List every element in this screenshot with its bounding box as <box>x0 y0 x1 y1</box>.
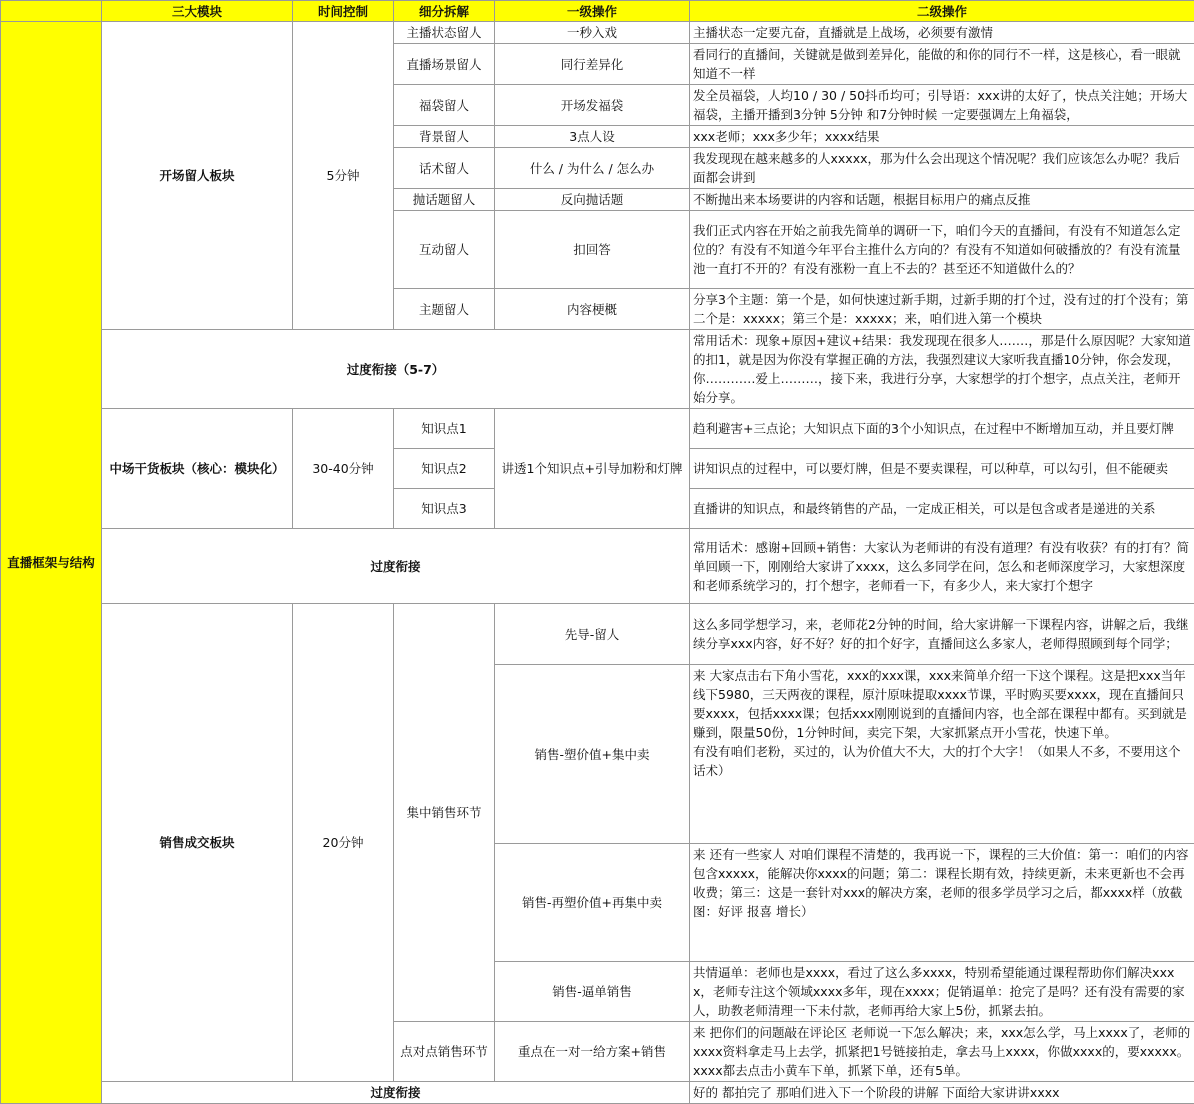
opening-time: 5分钟 <box>293 22 394 330</box>
root-label: 直播框架与结构 <box>1 22 102 1104</box>
level2-op: 不断抛出来本场要讲的内容和话题，根据目标用户的痛点反推 <box>690 189 1194 211</box>
opening-module: 开场留人板块 <box>102 22 293 330</box>
header-module: 三大模块 <box>102 1 293 22</box>
middle-time: 30-40分钟 <box>293 409 394 529</box>
sub-item: 互动留人 <box>394 211 495 289</box>
level1-op: 销售-再塑价值+再集中卖 <box>495 844 690 962</box>
transition-label: 过度衔接（5-7） <box>102 330 690 409</box>
sales-time: 20分钟 <box>293 604 394 1082</box>
header-corner <box>1 1 102 22</box>
sales-module: 销售成交板块 <box>102 604 293 1082</box>
table-row <box>1 409 1194 449</box>
sub-item: 知识点2 <box>394 449 495 489</box>
header-breakdown: 细分拆解 <box>394 1 495 22</box>
sub-item: 主播状态留人 <box>394 22 495 44</box>
level2-op: xxx老师；xxx多少年；xxxx结果 <box>690 126 1194 148</box>
level2-op: 我们正式内容在开始之前我先简单的调研一下，咱们今天的直播间，有没有不知道怎么定位的？有没有不知道今年平台主推什么方向的？有没有不知道如何破播放的？有没有流量池一直打不开的？有没有涨粉一直上不去的？甚至还不知道做什么的？ <box>690 211 1194 289</box>
sub-item: 直播场景留人 <box>394 44 495 85</box>
level2-op: 直播讲的知识点，和最终销售的产品，一定成正相关，可以是包含或者是递进的关系 <box>690 489 1194 529</box>
transition-script: 常用话术：感谢+回顾+销售：大家认为老师讲的有没有道理？有没有收获？有的打有？简单回顾一下，刚刚给大家讲了xxxx，这么多同学在问，怎么和老师深度学习，大家想深度和老师系统学习的，打个想字，老师看一下，有多少人，来大家打个想字 <box>690 529 1194 604</box>
sub-item: 点对点销售环节 <box>394 1022 495 1082</box>
sub-item: 福袋留人 <box>394 85 495 126</box>
level1-op: 同行差异化 <box>495 44 690 85</box>
level1-op: 讲透1个知识点+引导加粉和灯牌 <box>495 409 690 529</box>
sub-item: 抛话题留人 <box>394 189 495 211</box>
header-level2-op: 二级操作 <box>690 1 1194 22</box>
header-time: 时间控制 <box>293 1 394 22</box>
level2-op: 分享3个主题：第一个是，如何快速过新手期，过新手期的打个过，没有过的打个没有；第二个是：xxxxx；第三个是：xxxxx；来，咱们进入第一个模块 <box>690 289 1194 330</box>
header-level1-op: 一级操作 <box>495 1 690 22</box>
transition-label: 过度衔接 <box>102 1082 690 1104</box>
sub-item: 知识点3 <box>394 489 495 529</box>
sub-item: 知识点1 <box>394 409 495 449</box>
level2-op: 看同行的直播间，关键就是做到差异化，能做的和你的同行不一样，这是核心，看一眼就知道不一样 <box>690 44 1194 85</box>
level2-op: 发全员福袋，人均10 / 30 / 50抖币均可；引导语：xxx讲的太好了，快点关注她；开场大福袋，主播开播到3分钟 5分钟 和7分钟时候 一定要强调左上角福袋， <box>690 85 1194 126</box>
sub-item: 背景留人 <box>394 126 495 148</box>
level1-op: 销售-塑价值+集中卖 <box>495 665 690 844</box>
level1-op: 重点在一对一给方案+销售 <box>495 1022 690 1082</box>
level1-op: 销售-逼单销售 <box>495 962 690 1022</box>
level2-op: 来 大家点击右下角小雪花，xxx的xxx课，xxx来简单介绍一下这个课程。这是把xxx当年线下5980，三天两夜的课程，原汁原味提取xxxx节课，平时购买要xxxx，现在直播间只要xxxx，包括xxxx课；包括xxx刚刚说到的直播间内容，也全部在课程中都有。买到就是赚到，限量50份，1分钟时间，卖完下架，大家抓紧点开小雪花，快速下单。 有没有咱们老粉，买过的，认为价值大不大，大的打个大字！（如果人不多，不要用这个话术） <box>690 665 1194 844</box>
level1-op: 什么 / 为什么 / 怎么办 <box>495 148 690 189</box>
table-row <box>1 22 1194 44</box>
level1-op: 3点人设 <box>495 126 690 148</box>
level2-op: 来 还有一些家人 对咱们课程不清楚的，我再说一下，课程的三大价值：第一：咱们的内容包含xxxxx，能解决你xxxx的问题；第二：课程长期有效，持续更新，未来更新也不会再收费；第三：这是一套针对xxx的解决方案，老师的很多学员学习之后，都xxxx样（放截图：好评 报喜 增长） <box>690 844 1194 962</box>
table-row <box>1 529 1194 604</box>
transition-label: 过度衔接 <box>102 529 690 604</box>
level1-op: 一秒入戏 <box>495 22 690 44</box>
header-row <box>1 1 1194 22</box>
middle-module: 中场干货板块（核心：模块化） <box>102 409 293 529</box>
level2-op: 讲知识点的过程中，可以要灯牌，但是不要卖课程，可以种草，可以勾引，但不能硬卖 <box>690 449 1194 489</box>
level2-op: 共情逼单：老师也是xxxx，看过了这么多xxxx，特别希望能通过课程帮助你们解决xxxx，老师专注这个领域xxxx多年，现在xxxx；促销逼单：抢完了是吗？还有没有需要的家人，助教老师清理一下未付款，老师再给大家上5份，抓紧去拍。 <box>690 962 1194 1022</box>
sub-item: 集中销售环节 <box>394 604 495 1022</box>
table-row <box>1 604 1194 665</box>
sub-item: 主题留人 <box>394 289 495 330</box>
table-row <box>1 1082 1194 1104</box>
level2-op: 来 把你们的问题敲在评论区 老师说一下怎么解决；来，xxx怎么学，马上xxxx了，老师的xxxx资料拿走马上去学，抓紧把1号链接拍走，拿去马上xxxx，你做xxxx的，要xxxxx。xxxx都去点击小黄车下单，抓紧下单，还有5单。 <box>690 1022 1194 1082</box>
level2-op: 主播状态一定要亢奋，直播就是上战场，必须要有激情 <box>690 22 1194 44</box>
level1-op: 先导-留人 <box>495 604 690 665</box>
sub-item: 话术留人 <box>394 148 495 189</box>
level2-op: 这么多同学想学习，来，老师花2分钟的时间，给大家讲解一下课程内容，讲解之后，我继续分享xxx内容，好不好？好的扣个好字，直播间这么多家人，老师得照顾到每个同学； <box>690 604 1194 665</box>
table-row <box>1 330 1194 409</box>
level1-op: 内容梗概 <box>495 289 690 330</box>
level1-op: 扣回答 <box>495 211 690 289</box>
transition-script: 好的 都拍完了 那咱们进入下一个阶段的讲解 下面给大家讲讲xxxx <box>690 1082 1194 1104</box>
level2-op: 我发现现在越来越多的人xxxxx，那为什么会出现这个情况呢？我们应该怎么办呢？我后面都会讲到 <box>690 148 1194 189</box>
level1-op: 开场发福袋 <box>495 85 690 126</box>
level2-op: 趋利避害+三点论；大知识点下面的3个小知识点，在过程中不断增加互动，并且要灯牌 <box>690 409 1194 449</box>
level1-op: 反向抛话题 <box>495 189 690 211</box>
transition-script: 常用话术：现象+原因+建议+结果：我发现现在很多人.……，那是什么原因呢？大家知道的扣1，就是因为你没有掌握正确的方法，我强烈建议大家听我直播10分钟，你会发现，你…………爱上………，接下来，我进行分享，大家想学的打个想字，点点关注，老师开始分享。 <box>690 330 1194 409</box>
